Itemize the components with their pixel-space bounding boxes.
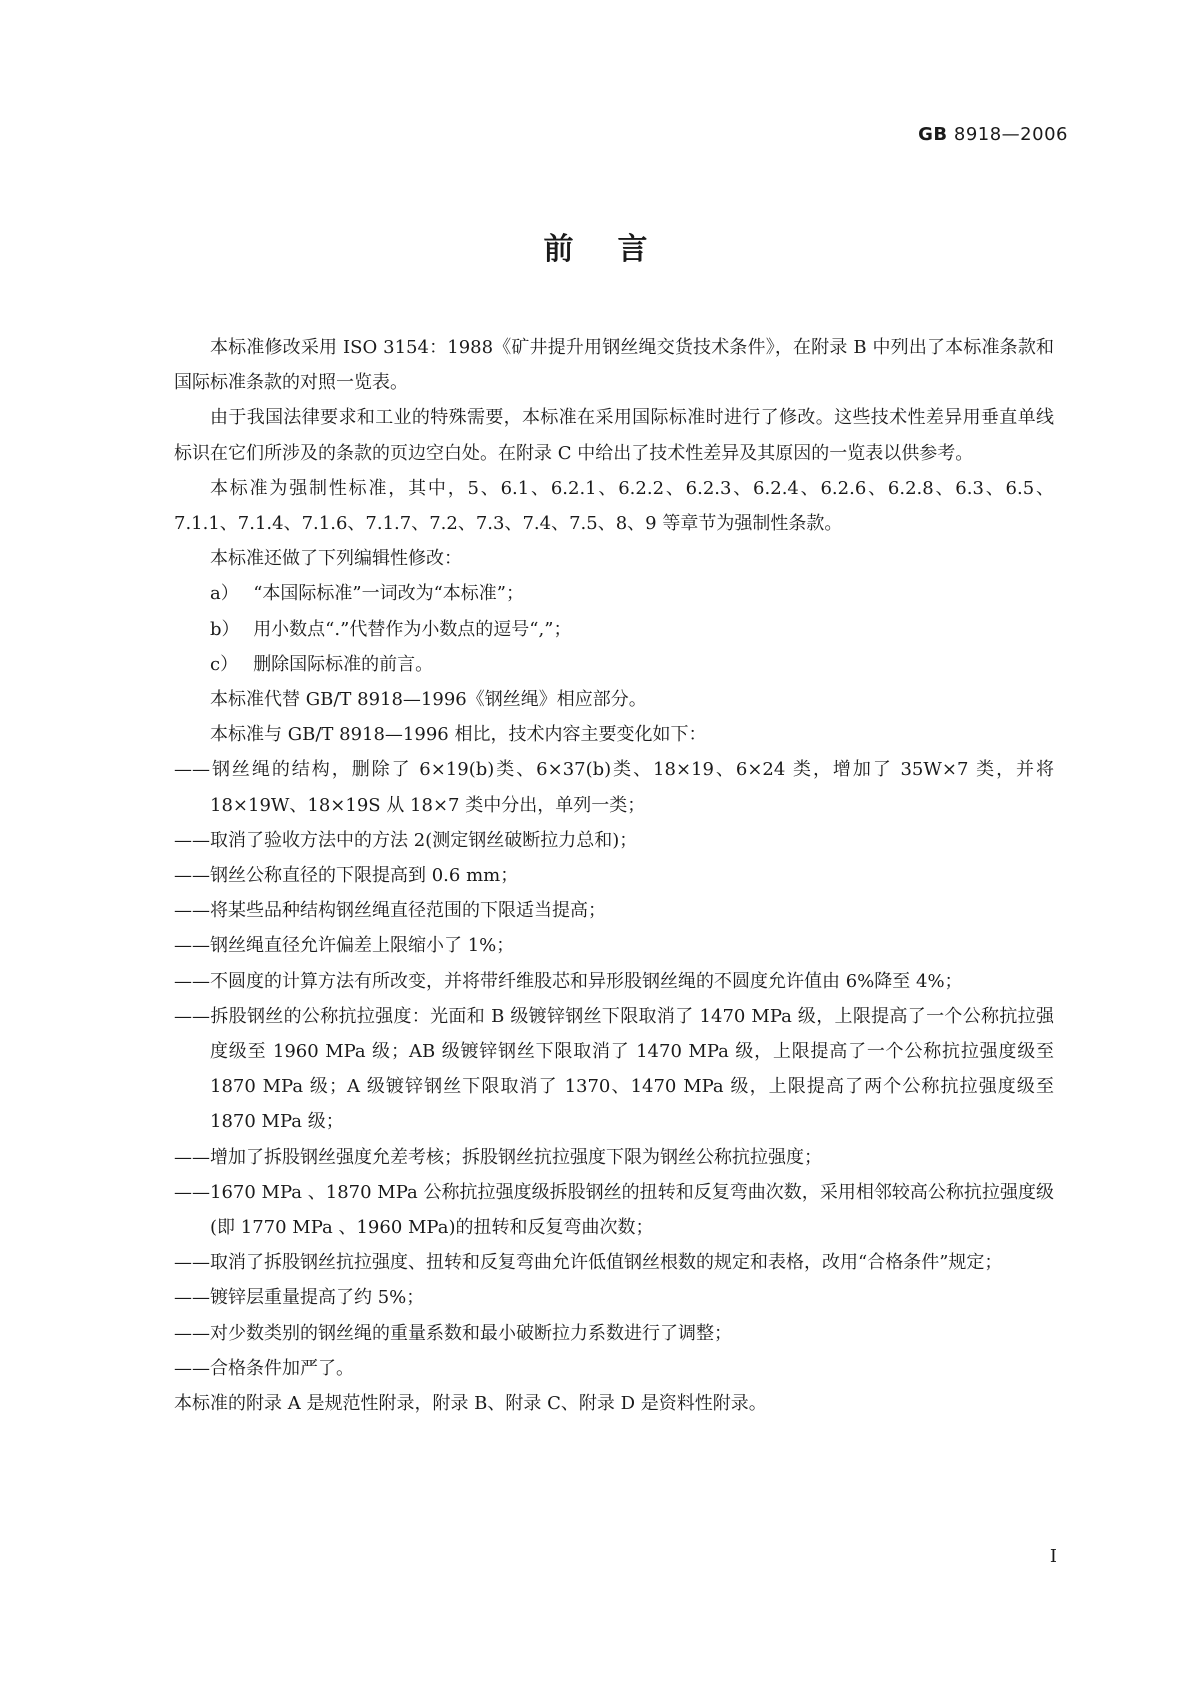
edit-marker: b） xyxy=(210,618,240,640)
change-item: ——钢丝绳的结构，删除了 6×19(b)类、6×37(b)类、18×19、6×24 类，增加了 35W×7 类，并将 18×19W、18×19S 从 18×7 类中分出，单列一类； xyxy=(174,759,1054,816)
edit-text: 删除国际标准的前言。 xyxy=(253,653,434,675)
change-item: ——镀锌层重量提高了约 5%； xyxy=(174,1287,425,1309)
document-body xyxy=(174,330,1054,1421)
paragraph-mandatory: 本标准为强制性标准，其中，5、6.1、6.2.1、6.2.2、6.2.3、6.2.4、6.2.6、6.2.8、6.3、6.5、7.1.1、7.1.4、7.1.6、7.1.7、7.2、7.3、7.4、7.5、8、9 等章节为强制性条款。 xyxy=(174,477,1054,535)
change-item: ——拆股钢丝的公称抗拉强度：光面和 B 级镀锌钢丝下限取消了 1470 MPa 级，上限提高了一个公称抗拉强度级至 1960 MPa 级；AB 级镀锌钢丝下限取消了 1470 MPa 级，上限提高了一个公称抗拉强度级至 1870 MPa 级；A 级镀锌钢丝下限取消了 1370、1470 MPa 级，上限提高了两个公称抗拉强度级至 1870 MPa 级； xyxy=(174,1005,1054,1133)
change-item: ——钢丝公称直径的下限提高到 0.6 mm； xyxy=(174,865,519,887)
paragraph-adoption: 本标准修改采用 ISO 3154：1988《矿井提升用钢丝绳交货技术条件》，在附录 B 中列出了本标准条款和国际标准条款的对照一览表。 xyxy=(174,337,1054,394)
change-item: ——1670 MPa 、1870 MPa 公称抗拉强度级拆股钢丝的扭转和反复弯曲次数，采用相邻较高公称抗拉强度级(即 1770 MPa 、1960 MPa)的扭转和反复弯曲次数； xyxy=(174,1181,1054,1239)
page-title: 前言 xyxy=(543,232,692,267)
edit-marker: c） xyxy=(210,653,239,675)
edit-item xyxy=(174,576,1054,611)
edit-item xyxy=(174,647,1054,682)
page-number: I xyxy=(1049,1546,1057,1567)
paragraph-modification: 由于我国法律要求和工业的特殊需要，本标准在采用国际标准时进行了修改。这些技术性差异用垂直单线标识在它们所涉及的条款的页边空白处。在附录 C 中给出了技术性差异及其原因的一览表以供参考。 xyxy=(174,407,1054,464)
change-item: ——增加了拆股钢丝强度允差考核；拆股钢丝抗拉强度下限为钢丝公称抗拉强度； xyxy=(174,1146,822,1168)
standard-prefix: GB xyxy=(918,124,948,145)
paragraph-changes-intro: 本标准与 GB/T 8918—1996 相比，技术内容主要变化如下： xyxy=(210,724,707,746)
edit-text: “本国际标准”一词改为“本标准”； xyxy=(253,583,524,605)
edit-text: 用小数点“.”代替作为小数点的逗号“,”； xyxy=(253,618,572,640)
change-item: ——合格条件加严了。 xyxy=(174,1357,354,1379)
change-item: ——取消了验收方法中的方法 2(测定钢丝破断拉力总和)； xyxy=(174,829,638,851)
change-item: ——不圆度的计算方法有所改变，并将带纤维股芯和异形股钢丝绳的不圆度允许值由 6%降至 4%； xyxy=(174,970,963,992)
change-item: ——钢丝绳直径允许偏差上限缩小了 1%； xyxy=(174,935,515,957)
change-item: ——取消了拆股钢丝抗拉强度、扭转和反复弯曲允许低值钢丝根数的规定和表格，改用“合格条件”规定； xyxy=(174,1252,1003,1274)
paragraph-annex: 本标准的附录 A 是规范性附录，附录 B、附录 C、附录 D 是资料性附录。 xyxy=(174,1393,767,1415)
paragraph-editorial-intro: 本标准还做了下列编辑性修改： xyxy=(210,548,462,570)
change-item: ——将某些品种结构钢丝绳直径范围的下限适当提高； xyxy=(174,900,606,922)
standard-number: 8918—2006 xyxy=(953,124,1068,145)
change-item: ——对少数类别的钢丝绳的重量系数和最小破断拉力系数进行了调整； xyxy=(174,1322,732,1344)
edit-item xyxy=(174,612,1054,647)
paragraph-replace: 本标准代替 GB/T 8918—1996《钢丝绳》相应部分。 xyxy=(210,689,647,711)
edit-marker: a） xyxy=(210,583,239,605)
standard-code xyxy=(918,124,1068,145)
